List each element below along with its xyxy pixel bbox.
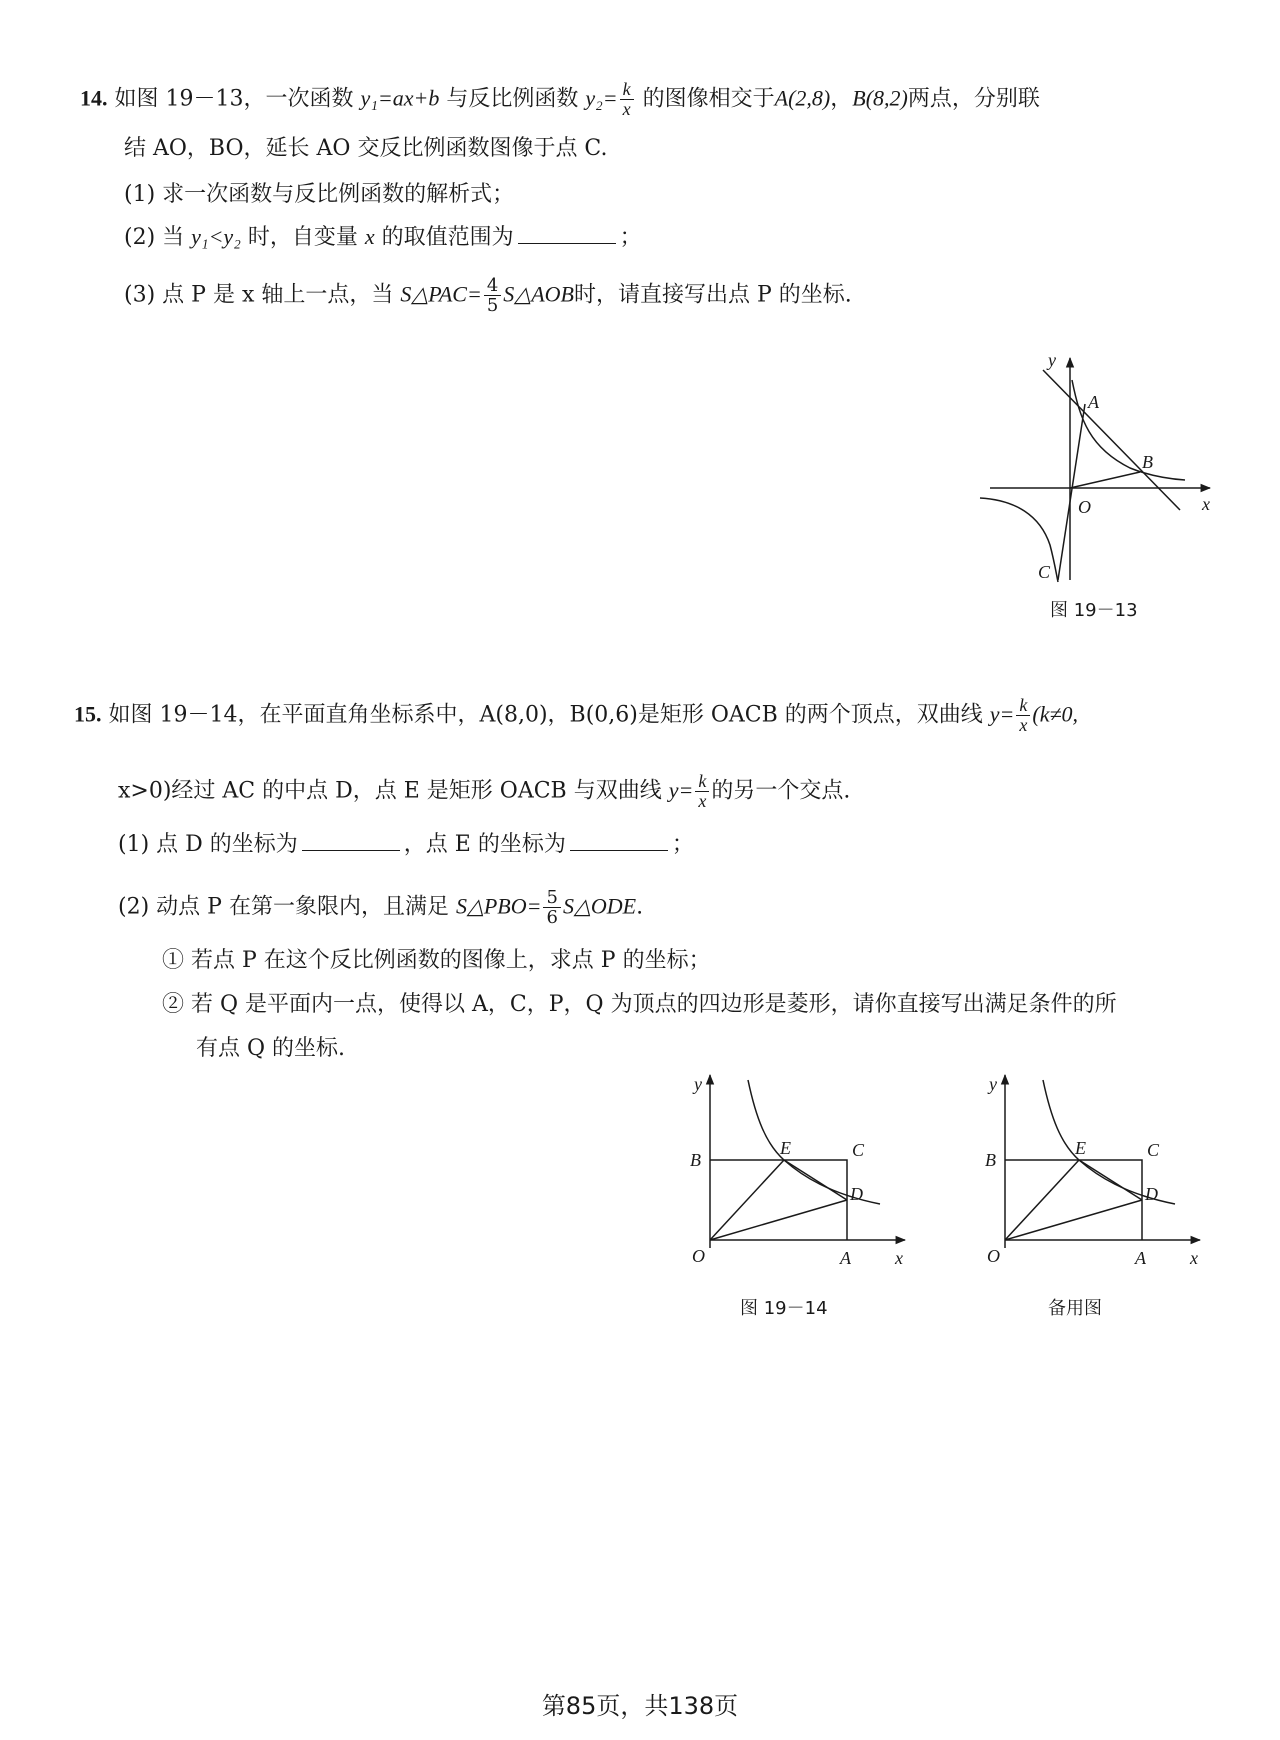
label-c: C — [1038, 562, 1051, 582]
frac-den: x — [622, 99, 631, 119]
q15-y-eq-2: y= — [668, 777, 694, 803]
q14-text-a: 如图 19－13，一次函数 — [114, 86, 354, 112]
label-a: A — [1088, 392, 1099, 412]
q14-text-c: 的图像相交于 — [642, 86, 775, 112]
q14-eq-y1: y₁=ax+b — [360, 85, 440, 111]
q15-part1-end: ； — [671, 832, 694, 857]
frac-den: 6 — [546, 907, 558, 928]
label-o: O — [987, 1246, 1000, 1266]
q14-point-b: B(8,2) — [852, 85, 908, 111]
frac-num: k — [620, 80, 634, 100]
label-x: x — [1202, 494, 1210, 514]
q14-s-pac: S△PAC= — [400, 281, 482, 307]
frac-num: k — [695, 772, 709, 792]
label-e: E — [780, 1138, 791, 1158]
caption-19-14: 图 19－14 — [740, 1298, 828, 1319]
q15-frac-kx — [1016, 696, 1030, 735]
caption-backup: 备用图 — [1048, 1298, 1102, 1319]
q15-number: 15. — [74, 701, 102, 727]
q15-y-eq: y= — [989, 701, 1015, 727]
line-ob — [1070, 472, 1140, 488]
q14-part1: (1) 求一次函数与反比例函数的解析式； — [124, 182, 515, 207]
q14-part2 — [124, 222, 642, 253]
q14-answer-blank[interactable] — [518, 223, 616, 244]
line-oe — [1005, 1160, 1079, 1240]
q14-text-b: 与反比例函数 — [446, 86, 579, 112]
label-b: B — [690, 1150, 701, 1170]
rectangle-oacb — [710, 1160, 847, 1240]
frac-den: x — [1019, 715, 1028, 735]
q15-sub2-cont: 有点 Q 的坐标. — [196, 1036, 346, 1061]
line-od — [1005, 1200, 1142, 1240]
label-o: O — [692, 1246, 705, 1266]
line-ed — [1079, 1160, 1142, 1200]
q15-sub2: ② 若 Q 是平面内一点，使得以 A，C，P，Q 为顶点的四边形是菱形，请你直接写出满足条件的所 — [162, 992, 1117, 1017]
caption-19-13: 图 19－13 — [1050, 600, 1138, 621]
q14-point-a: A(2,8) — [774, 85, 831, 111]
q14-line1: 14. 如图 19－13，一次函数 y₁=ax+b 与反比例函数 y₂= $\frac{k}{x}$ 的图像相交于A(2,8)，B(8,2)两点，分别联 — [80, 79, 1040, 119]
q14-part2-a: (2) 当 — [124, 225, 185, 250]
q15-frac-kx-2 — [695, 772, 709, 811]
q14-frac-kx — [620, 80, 634, 119]
q15-part1-b: ，点 E 的坐标为 — [403, 832, 566, 857]
line-od — [710, 1200, 847, 1240]
q15-line1-a: 如图 19－14，在平面直角坐标系中，A(8,0)，B(0,6)是矩形 OACB 的两个顶点，双曲线 — [108, 702, 983, 728]
q15-line2-b: 的另一个交点. — [711, 778, 851, 804]
label-b: B — [985, 1150, 996, 1170]
q15-blank-e[interactable] — [570, 830, 668, 851]
q15-s-pbo: S△PBO= — [455, 893, 542, 919]
q14-eq-y2: y₂= — [585, 85, 618, 111]
q14-text-d: 两点，分别联 — [907, 86, 1040, 112]
frac-den: x — [698, 791, 707, 811]
figure-19-14 — [680, 1070, 920, 1270]
line-ed — [784, 1160, 847, 1200]
line-ab — [1043, 370, 1180, 510]
q14-part2-b: 时，自变量 — [247, 225, 358, 250]
label-y: y — [989, 1074, 997, 1094]
q14-part3-b: 时，请直接写出点 P 的坐标. — [573, 282, 852, 308]
q14-condition: y₁<y₂ — [191, 224, 241, 249]
q15-sub1: ① 若点 P 在这个反比例函数的图像上，求点 P 的坐标； — [162, 948, 711, 973]
q15-frac-56 — [543, 888, 560, 927]
label-a: A — [840, 1248, 851, 1268]
label-y: y — [1048, 350, 1056, 370]
q14-line2: 结 AO，BO，延长 AO 交反比例函数图像于点 C. — [124, 136, 608, 161]
q14-frac-45 — [484, 276, 501, 315]
label-x: x — [895, 1248, 903, 1268]
label-c: C — [852, 1140, 865, 1160]
q14-var-x: x — [364, 224, 375, 249]
q15-line2-a: x>0)经过 AC 的中点 D，点 E 是矩形 OACB 与双曲线 — [118, 778, 662, 804]
label-a: A — [1135, 1248, 1146, 1268]
frac-num: 4 — [484, 276, 501, 296]
q15-line1-b: (k≠0, — [1032, 701, 1079, 727]
q14-part2-c: 的取值范围为 — [381, 225, 514, 250]
q15-line2 — [118, 772, 850, 811]
figure-19-13 — [970, 350, 1220, 590]
q15-part1-a: (1) 点 D 的坐标为 — [118, 832, 298, 857]
q15-part2-a: (2) 动点 P 在第一象限内，且满足 — [118, 894, 449, 920]
line-oe — [710, 1160, 784, 1240]
line-ac — [1058, 404, 1085, 580]
label-b: B — [1142, 452, 1153, 472]
figure-backup — [975, 1070, 1215, 1270]
page-footer: 第85页，共138页 — [541, 1692, 739, 1720]
q14-s-aob: S△AOB — [503, 281, 574, 307]
label-e: E — [1075, 1138, 1086, 1158]
q15-part1 — [118, 830, 694, 860]
label-d: D — [850, 1184, 863, 1204]
q14-number: 14. — [80, 85, 108, 111]
label-x: x — [1190, 1248, 1198, 1268]
frac-num: 5 — [543, 888, 560, 908]
q15-part2 — [118, 888, 643, 927]
label-d: D — [1145, 1184, 1158, 1204]
frac-den: 5 — [486, 295, 499, 316]
q14-part2-end: ； — [619, 225, 642, 250]
q15-part2-end: . — [636, 894, 644, 920]
q14-part3 — [124, 276, 852, 315]
frac-num: k — [1016, 696, 1030, 716]
label-c: C — [1147, 1140, 1160, 1160]
q15-blank-d[interactable] — [302, 830, 400, 851]
label-o: O — [1078, 497, 1091, 517]
q15-s-ode: S△ODE — [562, 893, 637, 919]
label-y: y — [694, 1074, 702, 1094]
q15-line1 — [74, 696, 1078, 735]
q14-part3-a: (3) 点 P 是 x 轴上一点，当 — [124, 282, 394, 308]
rectangle-oacb — [1005, 1160, 1142, 1240]
